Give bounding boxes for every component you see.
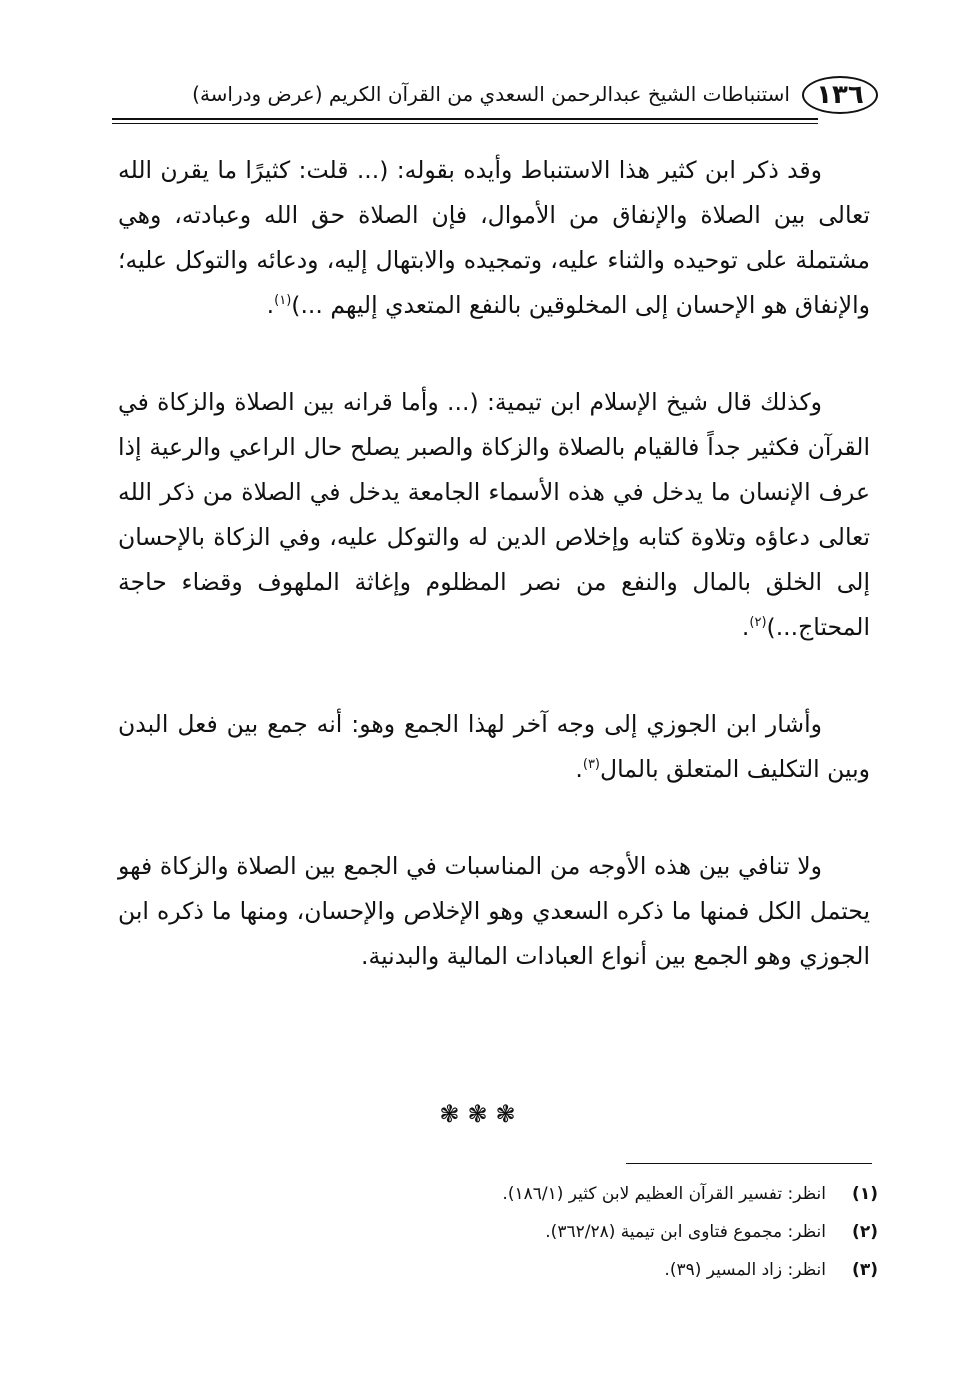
paragraph-text: ولا تنافي بين هذه الأوجه من المناسبات في الجمع بين الصلاة والزكاة فهو يحتمل الكل فمنها ما ذكره السعدي وهو الإخلاص والإحسان، ومنها ما ذكره ابن الجوزي وهو الجمع بين أنواع العبادات المالية والبدنية. (118, 852, 870, 970)
footnote-text: انظر: تفسير القرآن العظيم لابن كثير (١٨٦/١). (502, 1184, 826, 1204)
paragraph-conclusion (118, 844, 870, 979)
footnote-ref[interactable]: (٣) (582, 757, 600, 773)
paragraph-end: . (266, 291, 275, 319)
footnote-separator (626, 1163, 872, 1164)
footnote-ref[interactable]: (١) (274, 293, 292, 309)
paragraph-end: . (741, 613, 750, 641)
section-ornament: ❃❃❃ (439, 1100, 524, 1128)
page-header (112, 68, 878, 128)
footnote-number: (١) (852, 1184, 878, 1204)
footnote-ref[interactable]: (٢) (749, 615, 767, 631)
page-number-badge: ١٣٦ (802, 76, 878, 114)
paragraph-text: وقد ذكر ابن كثير هذا الاستنباط وأيده بقوله: (... قلت: كثيرًا ما يقرن الله تعالى بين الصلاة والإنفاق من الأموال، فإن الصلاة حق الله وعبادته، وهي مشتملة على توحيده والثناء عليه، وتمجيده والابتهال إليه، ودعائه والتوكل عليه؛ والإنفاق هو الإحسان إلى المخلوقين بالنفع المتعدي إليهم ...) (118, 156, 870, 319)
main-text (118, 148, 870, 979)
paragraph-ibn-taymiyya (118, 380, 870, 650)
paragraph-text: وكذلك قال شيخ الإسلام ابن تيمية: (... وأما قرانه بين الصلاة والزكاة في القرآن فكثير جداً فالقيام بالصلاة والزكاة والصبر يصلح حال الراعي والرعية إذا عرف الإنسان ما يدخل في هذه الأسماء الجامعة يدخل في الصلاة من ذكر الله تعالى دعاؤه وتلاوة كتابه وإخلاص الدين له والتوكل عليه، وفي الزكاة بالإحسان إلى الخلق بالمال والنفع من نصر المظلوم وإغاثة الملهوف وقضاء حاجة المحتاج...) (118, 388, 870, 641)
footnote-text: انظر: زاد المسير (٣٩). (664, 1260, 826, 1280)
header-rule (112, 118, 818, 120)
paragraph-end: . (575, 755, 583, 783)
paragraph-text: وأشار ابن الجوزي إلى وجه آخر لهذا الجمع وهو: أنه جمع بين فعل البدن وبين التكليف المتعلق بالمال (118, 710, 870, 783)
paragraph-ibn-aljawzi (118, 702, 870, 792)
footnote-text: انظر: مجموع فتاوى ابن تيمية (٣٦٢/٢٨). (545, 1222, 826, 1242)
footnotes (300, 1175, 878, 1289)
footnote-number: (٢) (852, 1222, 878, 1242)
paragraph-ibn-kathir (118, 148, 870, 328)
footnote-1 (300, 1175, 878, 1213)
footnote-number: (٣) (852, 1260, 878, 1280)
footnote-2 (300, 1213, 878, 1251)
header-rule-thin (112, 123, 818, 124)
running-title: استنباطات الشيخ عبدالرحمن السعدي من القرآن الكريم (عرض ودراسة) (192, 82, 790, 106)
footnote-3 (300, 1251, 878, 1289)
